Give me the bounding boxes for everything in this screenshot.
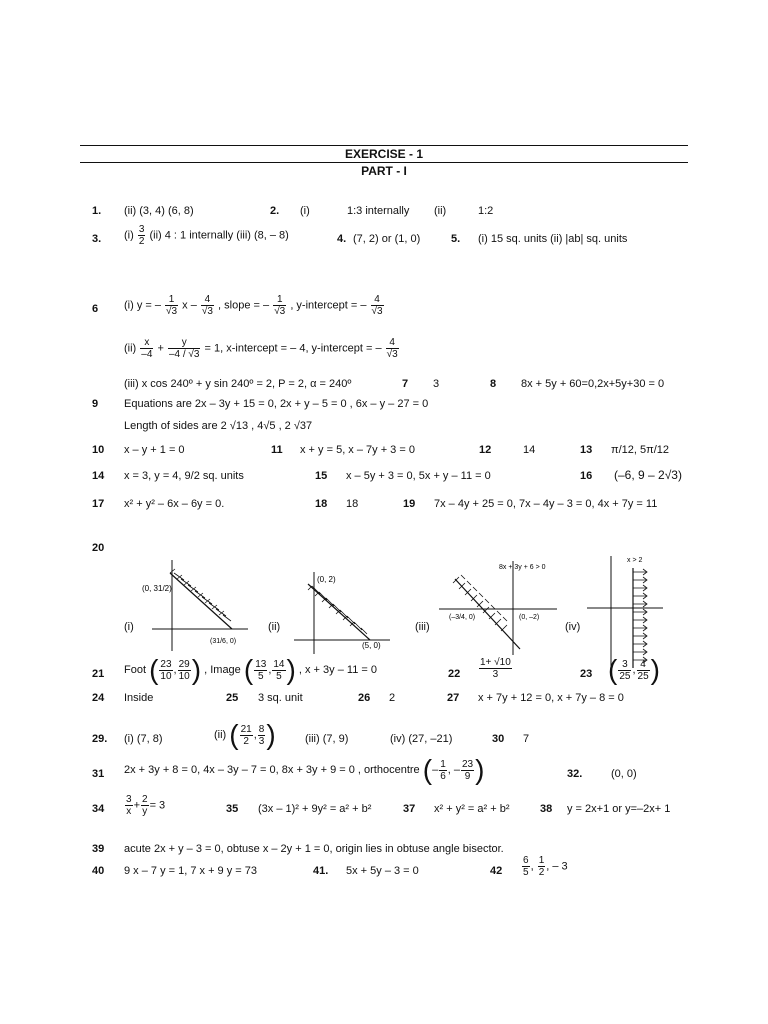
graph-iii-equation: 8x + 3y + 6 > 0 [499,564,546,571]
graph-iii-right-label: (0, –2) [519,614,540,621]
q31-number: 31 [92,768,105,780]
q39-number: 39 [92,843,105,855]
q9-sides: Length of sides are 2 √13 , 4√5 , 2 √37 [124,420,313,432]
q23-answer: ( $\frac{3}{25}$ , $\frac{4}{25}$ ) [608,654,660,685]
q2-number: 2. [270,205,280,217]
graph-ii-top-label: (0, 2) [317,575,336,584]
q9-number: 9 [92,398,99,410]
hatch-arrows-i [170,569,231,621]
graph-i [140,555,250,655]
q2-i: (i) [300,205,310,217]
top-rule [80,145,688,146]
q2-v2: 1:2 [478,205,494,217]
q3-number: 3. [92,233,102,245]
q2-v1: 1:3 internally [347,205,410,217]
graph-ii [290,568,400,656]
q39-answer: acute 2x + y – 3 = 0, obtuse x – 2y + 1 = 0, origin lies in obtuse angle bisector. [124,843,504,855]
q21-number: 21 [92,668,105,680]
graph-label-iii: (iii) [415,621,430,633]
q35-answer: (3x – 1)² + 9y² = a² + b² [258,803,372,815]
q41-number: 41. [313,865,329,877]
q25-number: 25 [226,692,239,704]
graph-label-ii: (ii) [268,621,281,633]
part-title: PART - I [361,164,407,178]
q17-number: 17 [92,498,105,510]
q6-i: (i) y = – $\frac{1}{√3}$ x – $\frac{4}{√3}$ , slope = – $\frac{1}{√3}$ , y-intercept = – $\frac{4}{√3}$ [124,294,383,317]
graph-label-i: (i) [124,621,134,633]
q32-number: 32. [567,768,583,780]
q12-answer: 14 [523,444,536,456]
q1-answer: (ii) (3, 4) (6, 8) [124,205,194,217]
q37-answer: x² + y² = a² + b² [434,803,510,815]
q15-answer: x – 5y + 3 = 0, 5x + y – 11 = 0 [346,470,491,482]
graph-label-iv: (iv) [565,621,581,633]
q19-number: 19 [403,498,416,510]
q30-number: 30 [492,733,505,745]
q29-i: (i) (7, 8) [124,733,163,745]
q40-number: 40 [92,865,105,877]
q34-number: 34 [92,803,105,815]
q38-answer: y = 2x+1 or y=–2x+ 1 [567,803,671,815]
q29-number: 29. [92,733,108,745]
q14-answer: x = 3, y = 4, 9/2 sq. units [124,470,244,482]
q5-number: 5. [451,233,461,245]
q21-answer: Foot ( $\frac{23}{10}$ , $\frac{29}{10}$ ) , Image ( $\frac{13}{5}$ , $\frac{14}{5}$ ) , x + 3y – 11 = 0 [124,654,377,685]
q24-answer: Inside [124,692,154,704]
q7-number: 7 [402,378,409,390]
q13-answer: π/12, 5π/12 [611,444,669,456]
q32-answer: (0, 0) [611,768,637,780]
q25-answer: 3 sq. unit [258,692,303,704]
graph-iv-equation: x > 2 [627,557,643,564]
q7-answer: 3 [433,378,440,390]
q27-answer: x + 7y + 12 = 0, x + 7y – 8 = 0 [478,692,624,704]
q6-number: 6 [92,303,99,315]
q8-number: 8 [490,378,497,390]
q42-number: 42 [490,865,503,877]
q6-ii: (ii) $\frac{x}{-4}$ + $\frac{y}{-4 / √3}$ = 1, x-intercept = – 4, y-intercept = – $\frac{4}{√3}$ [124,337,398,360]
q2-ii: (ii) [434,205,447,217]
q6-iii: (iii) x cos 240º + y sin 240º = 2, P = 2, α = 240º [124,378,352,390]
q17-answer: x² + y² – 6x – 6y = 0. [124,498,225,510]
hatch-arrows-iii [453,575,507,631]
q19-answer: 7x – 4y + 25 = 0, 7x – 4y – 3 = 0, 4x + 7y = 11 [434,498,658,510]
q27-number: 27 [447,692,460,704]
q31-answer: 2x + 3y + 8 = 0, 4x – 3y – 7 = 0, 8x + 3y + 9 = 0 , orthocentre (– $\frac{1}{6}$ , – $\frac{23}{9}$ ) [124,754,485,785]
q8-answer: 8x + 5y + 60=0,2x+5y+30 = 0 [521,378,665,390]
q22-number: 22 [448,668,461,680]
q1-number: 1. [92,205,102,217]
q29-iv: (iv) (27, –21) [390,733,453,745]
q22-answer: $\frac{1+ √10}{3}$ [480,657,511,680]
q37-number: 37 [403,803,416,815]
graph-iv [585,550,665,670]
q12-number: 12 [479,444,492,456]
graph-ii-bottom-label: (5, 0) [362,641,381,650]
q30-answer: 7 [523,733,530,745]
graph-iii [435,557,560,657]
q11-answer: x + y = 5, x – 7y + 3 = 0 [300,444,415,456]
q42-answer: $\frac{6}{5}$ , $\frac{1}{2}$ , – 3 [523,855,568,878]
q5-answer: (i) 15 sq. units (ii) |ab| sq. units [478,233,628,245]
graph-iii-left-label: (–3/4, 0) [449,614,476,621]
q10-number: 10 [92,444,105,456]
hatch-arrows-iv [633,569,647,663]
q26-number: 26 [358,692,371,704]
q3-fraction: $\frac{3}{2}$ [138,224,145,247]
q10-answer: x – y + 1 = 0 [124,444,185,456]
q4-number: 4. [337,233,347,245]
graph-i-bottom-label: (31/6, 0) [210,638,237,645]
q41-answer: 5x + 5y – 3 = 0 [346,865,419,877]
q40-answer: 9 x – 7 y = 1, 7 x + 9 y = 73 [124,865,257,877]
q9-answer: Equations are 2x – 3y + 15 = 0, 2x + y – 5 = 0 , 6x – y – 27 = 0 [124,398,429,410]
q35-number: 35 [226,803,239,815]
graph-i-top-label: (0, 31/2) [142,584,172,593]
q29-iii: (iii) (7, 9) [305,733,349,745]
q38-number: 38 [540,803,553,815]
q23-number: 23 [580,668,593,680]
q15-number: 15 [315,470,328,482]
exercise-title: EXERCISE - 1 [344,147,424,161]
q13-number: 13 [580,444,593,456]
q4-answer: (7, 2) or (1, 0) [353,233,421,245]
q14-number: 14 [92,470,105,482]
q3-answer: (i) $\frac{3}{2}$ (ii) 4 : 1 internally (iii) (8, – 8) [124,224,289,247]
q26-answer: 2 [389,692,396,704]
q16-answer: (–6, 9 – 2√3) [614,468,682,482]
q20-number: 20 [92,542,105,554]
q11-number: 11 [271,444,283,456]
q16-number: 16 [580,470,593,482]
q18-number: 18 [315,498,328,510]
q24-number: 24 [92,692,105,704]
q29-ii: (ii) ( $\frac{21}{2}$ , $\frac{8}{3}$ ) [214,719,276,750]
q18-answer: 18 [346,498,359,510]
middle-rule [80,162,688,163]
q34-answer: $\frac{3}{x}$ + $\frac{2}{y}$ = 3 [126,794,166,817]
